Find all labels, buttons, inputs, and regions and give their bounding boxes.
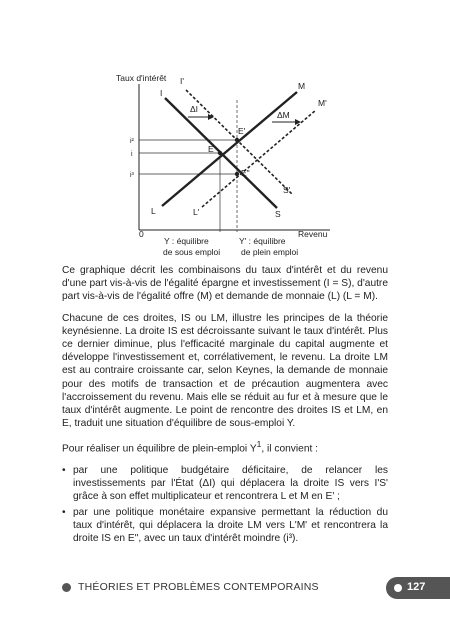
annotation-y-line2: de sous emploi (163, 247, 221, 257)
p3-superscript: 1 (256, 439, 262, 450)
tick-label-i2: i² (130, 138, 134, 145)
paragraph-keynesian-theory: Chacune de ces droites, IS ou LM, illustre les principes de la théorie keynésienne. La droite IS est décroissante suivant le taux d'intérêt. Plus ce dernier diminue, plus l'efficacité marginale du capital augmente et développe l'investissement et, corrélativement, le revenu. La droite LM est au contraire croissante car, selon Keynes, la demande de monnaie pour des motifs de transaction et de précaution augmentera avec l'accroissement du revenu. Mais elle se réduit au fur et à mesure que le taux d'intérêt augmente. Le point de rencontre des droites IS et LM, en E, traduit une situation d'équilibre de sous-emploi Y. (62, 312, 388, 430)
annotation-y-prime-line2: de plein emploi (241, 247, 299, 257)
curve-label-i: I (160, 88, 163, 98)
curve-label-m-prime: M' (318, 98, 327, 108)
is-lm-diagram (0, 0, 450, 262)
p3-text: Pour réaliser un équilibre de plein-emploi Y (62, 443, 257, 455)
curve-label-s-prime: S' (283, 185, 291, 195)
curve-label-l: L (151, 206, 156, 216)
footer-title: THÉORIES ET PROBLÈMES CONTEMPORAINS (78, 581, 319, 593)
delta-i-label: ΔI (190, 104, 199, 114)
page-number: 127 (407, 581, 426, 593)
point-e-second-label: E" (241, 168, 250, 178)
point-e (218, 151, 222, 155)
policy-list (62, 464, 388, 545)
curve-label-l-prime: L' (193, 207, 200, 217)
annotation-y-prime-line1: Y' : équilibre (239, 236, 286, 246)
point-e-prime-label: E' (238, 126, 246, 136)
point-e-label: E (208, 144, 214, 154)
curve-label-m: M (298, 81, 306, 91)
tick-label-i: i (131, 151, 133, 158)
body-text (62, 264, 388, 547)
list-item: • par une politique budgétaire déficitaire, de relancer les investissements par l'État (ΔI) qui déplacera la droite IS vers I'S' grâce à son effet multiplicateur et rencontrera L et M en E' ; (62, 464, 388, 504)
point-e-second (235, 172, 239, 176)
annotation-y-line1: Y : équilibre (164, 236, 209, 246)
tick-label-i3: i³ (130, 172, 134, 179)
page-bullet-icon (394, 584, 402, 592)
origin-label: 0 (139, 229, 144, 239)
footer (0, 576, 450, 600)
page-number-tab (386, 577, 450, 599)
curve-label-i-prime: I' (180, 76, 184, 86)
paragraph-full-employment (62, 438, 388, 456)
y-axis-label: Taux d'intérêt (116, 73, 167, 83)
p3-text-end: , il convient : (261, 443, 318, 455)
point-e-prime (235, 138, 239, 142)
footer-bullet-icon (62, 583, 71, 592)
delta-m-label: ΔM (277, 110, 290, 120)
list-item: • par une politique monétaire expansive permettant la réduction du taux d'intérêt, qui déplacera la droite LM vers L'M' et rencontrera la droite IS en E", avec un taux d'intérêt moindre (i³). (62, 506, 388, 546)
x-axis-label: Revenu (298, 229, 328, 239)
paragraph-graph-description: Ce graphique décrit les combinaisons du taux d'intérêt et du revenu d'une part vis-à-vis de l'égalité épargne et investissement (I = S), d'autre part vis-à-vis de l'égalité offre (M) et demande de monnaie (L) (L = M). (62, 265, 388, 303)
curve-label-s: S (275, 209, 281, 219)
